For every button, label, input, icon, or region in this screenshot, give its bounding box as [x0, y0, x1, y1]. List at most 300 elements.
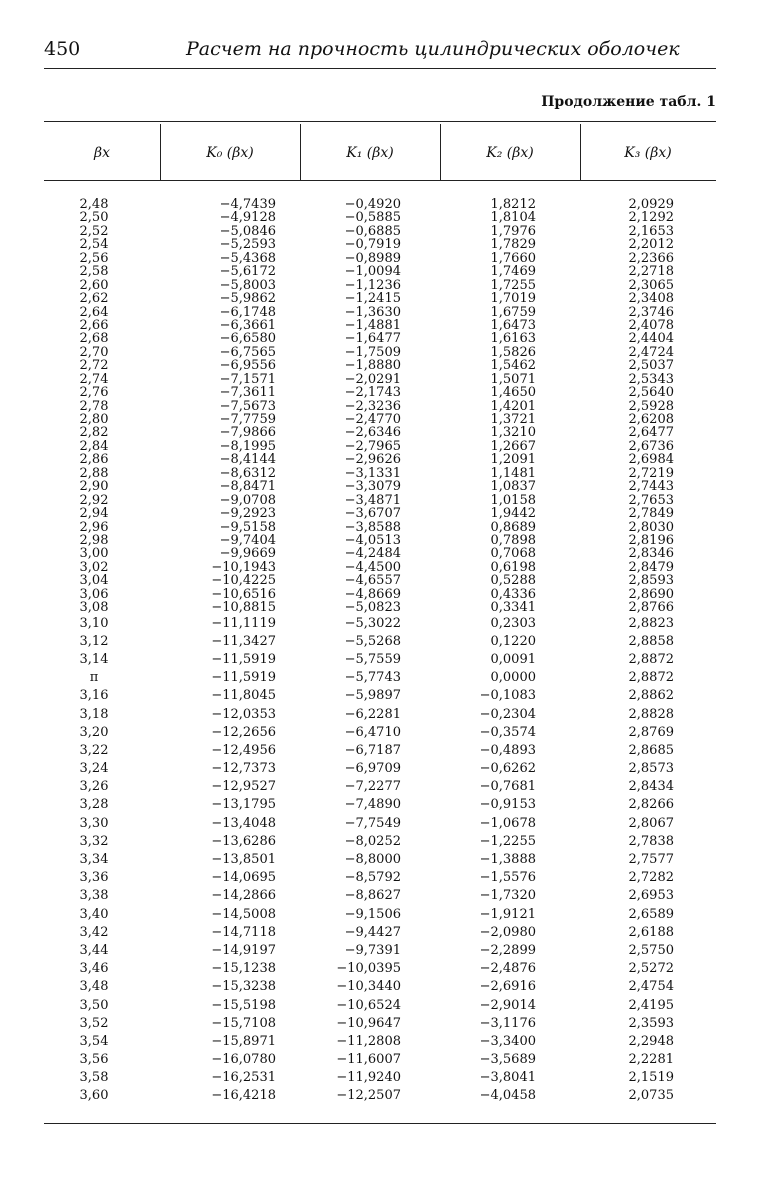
- cell-k2: 1,2667: [490, 438, 536, 454]
- cell-k1: −3,8588: [344, 519, 401, 535]
- table-row: [44, 706, 716, 724]
- column-header-k2: K₂ (βx): [486, 145, 534, 161]
- cell-k2: −0,6262: [479, 761, 536, 777]
- cell-k0: −4,7439: [219, 197, 276, 212]
- table-row: [44, 373, 716, 386]
- table-row: [44, 279, 716, 292]
- table-row: [44, 615, 716, 633]
- cell-k3: 2,8479: [628, 559, 674, 575]
- cell-k3: 2,8266: [628, 797, 674, 813]
- cell-bx: 2,64: [79, 304, 109, 320]
- table-row: [44, 796, 716, 814]
- cell-bx: 3,34: [79, 852, 109, 867]
- table-row: [44, 521, 716, 534]
- cell-k0: −9,0708: [219, 492, 276, 508]
- cell-k2: 1,5462: [490, 358, 536, 374]
- table-row: [44, 1015, 716, 1033]
- cell-k3: 2,4754: [628, 979, 674, 995]
- cell-k1: −6,7187: [344, 742, 401, 758]
- table-row: [44, 211, 716, 224]
- cell-k3: 2,8690: [628, 586, 674, 602]
- table-row: [44, 252, 716, 265]
- cell-k2: 1,6759: [490, 304, 536, 320]
- cell-bx: 2,58: [79, 264, 109, 280]
- cell-k3: 2,8196: [628, 532, 674, 548]
- cell-k2: −3,1176: [479, 1015, 536, 1031]
- cell-k1: −10,3440: [336, 979, 401, 995]
- cell-k3: 2,8030: [628, 519, 674, 535]
- cell-k2: −0,3574: [479, 724, 536, 740]
- cell-k0: −5,8003: [219, 277, 276, 293]
- table-row: [44, 651, 716, 669]
- cell-bx: 3,06: [79, 586, 109, 602]
- table-continuation-label: Продолжение табл. 1: [541, 94, 716, 110]
- cell-k3: 2,6953: [628, 888, 674, 904]
- cell-k2: −4,0458: [479, 1088, 536, 1104]
- cell-k1: −11,2808: [336, 1033, 401, 1049]
- cell-k2: −1,9121: [479, 906, 536, 922]
- cell-bx: 3,60: [79, 1088, 109, 1104]
- cell-k3: 2,8766: [628, 600, 674, 616]
- table-row: [44, 265, 716, 278]
- cell-bx: 3,00: [79, 546, 109, 562]
- table-row: [44, 601, 716, 614]
- table-row: [44, 742, 716, 760]
- cell-k3: 2,8828: [628, 706, 674, 722]
- cell-k0: −13,6286: [211, 833, 276, 849]
- cell-bx: 2,98: [79, 532, 109, 548]
- cell-bx: 2,90: [79, 479, 109, 495]
- cell-k0: −5,0846: [219, 223, 276, 239]
- cell-k1: −3,1331: [344, 465, 401, 481]
- cell-bx: 2,74: [79, 371, 109, 387]
- cell-k2: 1,5826: [490, 344, 536, 360]
- cell-k2: 0,8689: [490, 519, 536, 535]
- cell-k2: 1,5071: [490, 371, 536, 387]
- cell-k2: −2,2899: [479, 942, 536, 958]
- cell-k3: 2,5750: [628, 942, 674, 958]
- table-row: [44, 386, 716, 399]
- table-row: [44, 494, 716, 507]
- table-row: [44, 724, 716, 742]
- cell-k2: 1,7829: [490, 237, 536, 253]
- cell-k1: −3,6707: [344, 506, 401, 522]
- cell-bx: 2,50: [79, 210, 109, 226]
- cell-k3: 2,2281: [628, 1052, 674, 1068]
- cell-bx: 3,20: [79, 724, 109, 740]
- cell-k2: 0,0091: [490, 651, 536, 667]
- table-row: [44, 480, 716, 493]
- cell-k0: −11,8045: [211, 688, 276, 704]
- cell-k0: −6,3661: [219, 317, 276, 333]
- cell-k2: −2,6916: [479, 979, 536, 995]
- cell-bx: 3,08: [79, 600, 109, 616]
- cell-bx: 3,28: [79, 797, 109, 813]
- table-row: [44, 851, 716, 869]
- cell-k1: −0,7919: [344, 237, 401, 253]
- cell-k3: 2,3746: [628, 304, 674, 320]
- cell-k0: −15,8971: [211, 1033, 276, 1049]
- cell-bx: 3,26: [79, 779, 109, 795]
- cell-k0: −11,5919: [211, 670, 276, 686]
- cell-k0: −16,4218: [211, 1088, 276, 1104]
- cell-k3: 2,4404: [628, 331, 674, 347]
- cell-k2: 1,3721: [490, 412, 536, 427]
- cell-k0: −5,2593: [219, 237, 276, 253]
- table-row: [44, 359, 716, 372]
- cell-k0: −15,1238: [211, 961, 276, 977]
- cell-bx: 3,40: [79, 906, 109, 922]
- cell-k0: −10,4225: [211, 573, 276, 589]
- table-row: [44, 633, 716, 651]
- cell-bx: 3,22: [79, 742, 109, 758]
- cell-k2: 1,7255: [490, 277, 536, 293]
- cell-k3: 2,3065: [628, 277, 674, 293]
- cell-bx: 2,82: [79, 425, 109, 441]
- cell-bx: 3,02: [79, 559, 109, 575]
- column-header-k3: K₃ (βx): [624, 145, 672, 161]
- cell-k1: −1,2415: [344, 291, 401, 307]
- cell-k3: 2,1292: [628, 210, 674, 226]
- cell-bx: 3,36: [79, 870, 109, 886]
- cell-k1: −3,4871: [344, 492, 401, 508]
- cell-k1: −9,1506: [344, 906, 401, 922]
- cell-k0: −5,6172: [219, 264, 276, 280]
- table-row: [44, 507, 716, 520]
- cell-k1: −8,5792: [344, 870, 401, 886]
- cell-k0: −12,0353: [211, 706, 276, 722]
- cell-k0: −6,6580: [219, 331, 276, 347]
- cell-k2: 1,7976: [490, 223, 536, 239]
- cell-k1: −1,1236: [344, 277, 401, 293]
- table-row: [44, 534, 716, 547]
- cell-k0: −5,9862: [219, 291, 276, 307]
- cell-k0: −4,9128: [219, 210, 276, 226]
- cell-k1: −9,7391: [344, 942, 401, 958]
- cell-k0: −12,2656: [211, 724, 276, 740]
- cell-k3: 2,1653: [628, 223, 674, 239]
- table-row: [44, 833, 716, 851]
- cell-k2: 0,2303: [490, 615, 536, 631]
- cell-k3: 2,6208: [628, 412, 674, 427]
- cell-k1: −4,6557: [344, 573, 401, 589]
- column-header-k1: K₁ (βx): [346, 145, 394, 161]
- cell-k2: −1,3888: [479, 852, 536, 867]
- cell-bx: 3,24: [79, 761, 109, 777]
- cell-k2: −3,5689: [479, 1052, 536, 1068]
- cell-k3: 2,8593: [628, 573, 674, 589]
- table-row: [44, 561, 716, 574]
- cell-k3: 2,7282: [628, 870, 674, 886]
- cell-k1: −2,1743: [344, 385, 401, 401]
- cell-k1: −8,8000: [344, 852, 401, 867]
- cell-k1: −11,6007: [336, 1052, 401, 1068]
- cell-bx: 3,12: [79, 633, 109, 649]
- cell-k1: −11,9240: [336, 1070, 401, 1086]
- cell-bx: 2,96: [79, 519, 109, 535]
- cell-k0: −13,1795: [211, 797, 276, 813]
- cell-bx: 2,62: [79, 291, 109, 307]
- cell-k2: −0,7681: [479, 779, 536, 795]
- table-row: [44, 400, 716, 413]
- cell-k1: −0,6885: [344, 223, 401, 239]
- top-rule: [44, 68, 716, 69]
- cell-k3: 2,5640: [628, 385, 674, 401]
- cell-k1: −4,0513: [344, 532, 401, 548]
- cell-k0: −15,3238: [211, 979, 276, 995]
- cell-k0: −7,5673: [219, 398, 276, 414]
- cell-k1: −8,8627: [344, 888, 401, 904]
- table-row: [44, 760, 716, 778]
- cell-bx: 2,84: [79, 438, 109, 454]
- cell-k3: 2,7443: [628, 479, 674, 495]
- cell-k1: −7,7549: [344, 815, 401, 831]
- cell-k1: −4,4500: [344, 559, 401, 575]
- cell-bx: 3,48: [79, 979, 109, 995]
- cell-k0: −16,2531: [211, 1070, 276, 1086]
- table-row: [44, 869, 716, 887]
- cell-k3: 2,0929: [628, 197, 674, 212]
- cell-bx: 2,72: [79, 358, 109, 374]
- cell-k1: −7,2277: [344, 779, 401, 795]
- cell-bx: 3,04: [79, 573, 109, 589]
- cell-k0: −6,7565: [219, 344, 276, 360]
- cell-k0: −14,7118: [211, 924, 276, 940]
- cell-k0: −12,4956: [211, 742, 276, 758]
- cell-k3: 2,8346: [628, 546, 674, 562]
- cell-k1: −1,0094: [344, 264, 401, 280]
- cell-bx: 2,94: [79, 506, 109, 522]
- cell-bx: 2,56: [79, 250, 109, 266]
- cell-k3: 2,8769: [628, 724, 674, 740]
- cell-k1: −8,0252: [344, 833, 401, 849]
- cell-k2: 0,6198: [490, 559, 536, 575]
- cell-k2: −1,0678: [479, 815, 536, 831]
- cell-k1: −10,9647: [336, 1015, 401, 1031]
- cell-bx: 3,38: [79, 888, 109, 904]
- cell-k1: −1,3630: [344, 304, 401, 320]
- cell-k2: −1,5576: [479, 870, 536, 886]
- cell-bx: 3,58: [79, 1070, 109, 1086]
- table-row: [44, 413, 716, 426]
- cell-k2: −2,9014: [479, 997, 536, 1013]
- cell-bx: 3,14: [79, 651, 109, 667]
- cell-k0: −11,1119: [211, 615, 276, 631]
- cell-k3: 2,8573: [628, 761, 674, 777]
- cell-k0: −8,1995: [219, 438, 276, 454]
- table-row: [44, 453, 716, 466]
- table-row: [44, 238, 716, 251]
- cell-k0: −8,4144: [219, 452, 276, 468]
- cell-bx: 2,66: [79, 317, 109, 333]
- cell-k2: 1,7019: [490, 291, 536, 307]
- cell-k3: 2,7838: [628, 833, 674, 849]
- cell-bx: 3,50: [79, 997, 109, 1013]
- cell-k0: −9,5158: [219, 519, 276, 535]
- cell-k0: −7,7759: [219, 412, 276, 427]
- cell-k1: −5,3022: [344, 615, 401, 631]
- cell-k0: −11,3427: [211, 633, 276, 649]
- table-row: [44, 426, 716, 439]
- cell-k2: 1,6473: [490, 317, 536, 333]
- cell-k3: 2,5343: [628, 371, 674, 387]
- cell-k2: 1,8104: [490, 210, 536, 226]
- cell-k0: −14,9197: [211, 942, 276, 958]
- table-row: [44, 1051, 716, 1069]
- cell-k0: −14,0695: [211, 870, 276, 886]
- cell-k0: −9,2923: [219, 506, 276, 522]
- page-number: 450: [44, 38, 81, 60]
- cell-k1: −0,4920: [344, 197, 401, 212]
- cell-k0: −12,9527: [211, 779, 276, 795]
- cell-k1: −10,6524: [336, 997, 401, 1013]
- cell-k2: 1,7469: [490, 264, 536, 280]
- cell-k3: 2,2012: [628, 237, 674, 253]
- cell-k3: 2,4724: [628, 344, 674, 360]
- cell-k0: −8,8471: [219, 479, 276, 495]
- cell-k3: 2,2366: [628, 250, 674, 266]
- cell-k3: 2,8823: [628, 615, 674, 631]
- cell-k3: 2,8872: [628, 670, 674, 686]
- table-bottom-rule: [44, 1123, 716, 1124]
- cell-bx: 2,78: [79, 398, 109, 414]
- cell-k3: 2,5037: [628, 358, 674, 374]
- cell-k1: −0,8989: [344, 250, 401, 266]
- cell-k2: 1,6163: [490, 331, 536, 347]
- table-row: [44, 198, 716, 211]
- cell-k1: −1,6477: [344, 331, 401, 347]
- cell-k3: 2,7653: [628, 492, 674, 508]
- cell-k2: 0,5288: [490, 573, 536, 589]
- table-row: [44, 1033, 716, 1051]
- column-header-bx: βx: [94, 145, 110, 161]
- cell-bx: 2,52: [79, 223, 109, 239]
- cell-k3: 2,5928: [628, 398, 674, 414]
- table-row: [44, 960, 716, 978]
- cell-k1: −5,0823: [344, 600, 401, 616]
- table-row: [44, 306, 716, 319]
- cell-bx: 3,46: [79, 961, 109, 977]
- cell-k1: −2,4770: [344, 412, 401, 427]
- cell-k1: −7,4890: [344, 797, 401, 813]
- cell-bx: 2,88: [79, 465, 109, 481]
- cell-k3: 2,2948: [628, 1033, 674, 1049]
- table-row: [44, 440, 716, 453]
- cell-k3: 2,6188: [628, 924, 674, 940]
- cell-k2: 0,3341: [490, 600, 536, 616]
- header-bottom-rule: [44, 180, 716, 181]
- cell-k2: 1,4650: [490, 385, 536, 401]
- cell-k1: −5,7743: [344, 670, 401, 686]
- cell-k2: −3,3400: [479, 1033, 536, 1049]
- table-row: [44, 225, 716, 238]
- cell-k0: −13,4048: [211, 815, 276, 831]
- table-row: [44, 997, 716, 1015]
- cell-k1: −5,5268: [344, 633, 401, 649]
- cell-k2: 0,0000: [490, 670, 536, 686]
- cell-k1: −4,2484: [344, 546, 401, 562]
- table-row: [44, 906, 716, 924]
- table-row: [44, 778, 716, 796]
- cell-k1: −6,2281: [344, 706, 401, 722]
- cell-bx: 3,44: [79, 942, 109, 958]
- cell-k3: 2,8862: [628, 688, 674, 704]
- table-row: [44, 292, 716, 305]
- cell-k0: −15,5198: [211, 997, 276, 1013]
- cell-bx: 2,48: [79, 197, 109, 212]
- cell-k0: −14,2866: [211, 888, 276, 904]
- table-row: [44, 467, 716, 480]
- cell-k3: 2,6736: [628, 438, 674, 454]
- cell-bx: 3,52: [79, 1015, 109, 1031]
- cell-bx: 3,10: [79, 615, 109, 631]
- cell-k2: −1,7320: [479, 888, 536, 904]
- table-row: [44, 924, 716, 942]
- cell-k1: −2,6346: [344, 425, 401, 441]
- cell-k3: 2,8685: [628, 742, 674, 758]
- table-row: [44, 346, 716, 359]
- cell-k3: 2,4078: [628, 317, 674, 333]
- cell-k2: 1,7660: [490, 250, 536, 266]
- cell-k2: 1,9442: [490, 506, 536, 522]
- cell-k0: −10,1943: [211, 559, 276, 575]
- cell-k1: −3,3079: [344, 479, 401, 495]
- table-row: [44, 332, 716, 345]
- cell-k0: −13,8501: [211, 852, 276, 867]
- cell-k1: −1,4881: [344, 317, 401, 333]
- cell-k2: −1,2255: [479, 833, 536, 849]
- cell-k1: −1,8880: [344, 358, 401, 374]
- table-row: [44, 588, 716, 601]
- cell-k2: 1,4201: [490, 398, 536, 414]
- cell-k2: −2,4876: [479, 961, 536, 977]
- cell-k0: −6,1748: [219, 304, 276, 320]
- column-header-k0: K₀ (βx): [206, 145, 254, 161]
- cell-k2: 1,0158: [490, 492, 536, 508]
- cell-bx: 2,60: [79, 277, 109, 293]
- cell-k0: −8,6312: [219, 465, 276, 481]
- cell-k0: −10,6516: [211, 586, 276, 602]
- cell-k2: −0,9153: [479, 797, 536, 813]
- cell-bx: 3,54: [79, 1033, 109, 1049]
- cell-k0: −7,3611: [219, 385, 276, 401]
- cell-k1: −2,9626: [344, 452, 401, 468]
- cell-bx: 2,54: [79, 237, 109, 253]
- cell-k0: −9,7404: [219, 532, 276, 548]
- table-row: [44, 887, 716, 905]
- cell-k3: 2,7849: [628, 506, 674, 522]
- cell-k0: −11,5919: [211, 651, 276, 667]
- cell-k2: 1,0837: [490, 479, 536, 495]
- table-row: [44, 1087, 716, 1105]
- cell-k3: 2,3408: [628, 291, 674, 307]
- cell-k3: 2,6477: [628, 425, 674, 441]
- cell-k1: −12,2507: [336, 1088, 401, 1104]
- cell-k2: 1,8212: [490, 197, 536, 212]
- cell-k2: −0,2304: [479, 706, 536, 722]
- cell-bx: 3,30: [79, 815, 109, 831]
- cell-k0: −7,9866: [219, 425, 276, 441]
- cell-bx: 2,76: [79, 385, 109, 401]
- cell-k3: 2,1519: [628, 1070, 674, 1086]
- table-row: [44, 978, 716, 996]
- cell-k1: −0,5885: [344, 210, 401, 226]
- cell-bx: 3,18: [79, 706, 109, 722]
- cell-k0: −14,5008: [211, 906, 276, 922]
- cell-k3: 2,6984: [628, 452, 674, 468]
- cell-k1: −5,9897: [344, 688, 401, 704]
- cell-bx: 2,70: [79, 344, 109, 360]
